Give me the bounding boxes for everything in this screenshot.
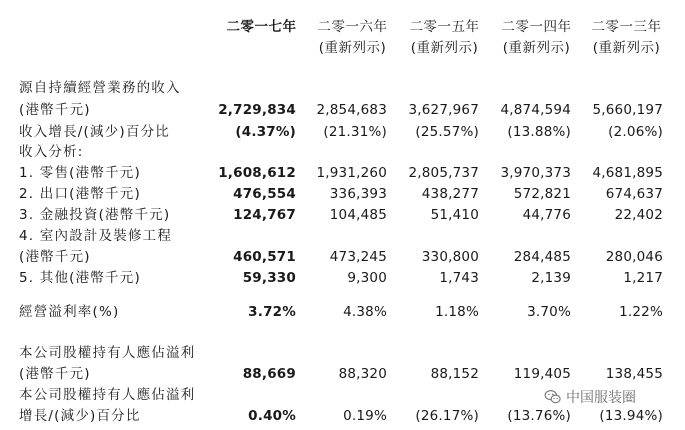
- cell-2013: 4,681,895: [592, 165, 663, 181]
- year-label: 二零一七年: [226, 19, 297, 35]
- cell-2016: 9,300: [347, 270, 387, 286]
- row-label: 1. 零售(港幣千元): [19, 165, 141, 181]
- row-label: 4. 室內設計及裝修工程: [19, 228, 173, 244]
- row-label: 5. 其他(港幣千元): [19, 270, 141, 286]
- cell-2016: (21.31%): [323, 124, 387, 140]
- table-row: [0, 406, 685, 427]
- restated-label: (重新列示): [318, 40, 387, 56]
- cell-2015: 1.18%: [435, 304, 479, 320]
- row-label: (港幣千元): [19, 366, 91, 382]
- year-label: 二零一五年: [409, 19, 480, 35]
- cell-2015: 3,627,967: [408, 102, 479, 118]
- cell-2014: 284,485: [513, 249, 571, 265]
- table-row: [0, 302, 685, 323]
- cell-2017: 59,330: [242, 270, 296, 286]
- cell-2017: 124,767: [233, 207, 296, 223]
- cell-2013: 22,402: [614, 207, 663, 223]
- column-header-2016: [304, 17, 401, 59]
- row-label: 收入分析:: [19, 144, 84, 160]
- cell-2017: 3.72%: [248, 304, 296, 320]
- column-header-2017: [213, 17, 310, 38]
- watermark-text: 中国服装圈: [566, 390, 636, 406]
- year-label: 二零一四年: [501, 19, 572, 35]
- table-row: [0, 142, 685, 163]
- cell-2013: 5,660,197: [592, 102, 663, 118]
- table-row: [0, 205, 685, 226]
- cell-2014: 2,139: [531, 270, 571, 286]
- cell-2016: 473,245: [329, 249, 387, 265]
- cell-2014: (13.88%): [507, 124, 571, 140]
- restated-label: (重新列示): [592, 40, 661, 56]
- row-label: 源自持續經營業務的收入: [19, 80, 181, 96]
- table-row: [0, 100, 685, 121]
- table-row: [0, 184, 685, 205]
- cell-2014: 572,821: [513, 186, 571, 202]
- row-label: 2. 出口(港幣千元): [19, 186, 141, 202]
- cell-2015: 51,410: [430, 207, 479, 223]
- table-row: [0, 122, 685, 143]
- cell-2015: 88,152: [430, 366, 479, 382]
- table-row: [0, 226, 685, 247]
- cell-2014: 3,970,373: [500, 165, 571, 181]
- cell-2014: 119,405: [513, 366, 571, 382]
- table-row: [0, 268, 685, 289]
- cell-2013: 674,637: [605, 186, 663, 202]
- year-label: 二零一三年: [591, 19, 662, 35]
- column-header-2014: [488, 17, 585, 59]
- column-header-2015: [396, 17, 493, 59]
- cell-2014: 4,874,594: [500, 102, 571, 118]
- row-label: 本公司股權持有人應佔溢利: [19, 387, 196, 403]
- row-label: 收入增長/(減少)百分比: [19, 124, 170, 140]
- cell-2017: 460,571: [233, 249, 296, 265]
- cell-2016: 4.38%: [343, 304, 387, 320]
- cell-2017: 88,669: [242, 366, 296, 382]
- cell-2016: 0.19%: [343, 408, 387, 424]
- table-row: [0, 343, 685, 364]
- row-label: (港幣千元): [19, 102, 91, 118]
- cell-2013: 138,455: [605, 366, 663, 382]
- cell-2015: 2,805,737: [408, 165, 479, 181]
- cell-2017: 0.40%: [248, 408, 296, 424]
- cell-2015: (26.17%): [415, 408, 479, 424]
- cell-2014: 3.70%: [527, 304, 571, 320]
- cell-2016: 1,931,260: [316, 165, 387, 181]
- cell-2017: 2,729,834: [218, 102, 296, 118]
- row-label: (港幣千元): [19, 249, 91, 265]
- cell-2017: 1,608,612: [218, 165, 296, 181]
- row-label: 3. 金融投資(港幣千元): [19, 207, 171, 223]
- cell-2013: (13.94%): [599, 408, 663, 424]
- column-header-2013: [578, 17, 675, 59]
- watermark: [544, 385, 636, 409]
- cell-2016: 104,485: [329, 207, 387, 223]
- wechat-icon: [544, 388, 562, 406]
- cell-2015: 330,800: [421, 249, 479, 265]
- cell-2017: (4.37%): [235, 124, 296, 140]
- table-row: [0, 78, 685, 99]
- table-row: [0, 364, 685, 385]
- restated-label: (重新列示): [410, 40, 479, 56]
- cell-2015: (25.57%): [415, 124, 479, 140]
- restated-label: (重新列示): [502, 40, 571, 56]
- table-row: [0, 163, 685, 184]
- cell-2013: 1.22%: [619, 304, 663, 320]
- cell-2016: 336,393: [329, 186, 387, 202]
- cell-2015: 438,277: [421, 186, 479, 202]
- cell-2017: 476,554: [233, 186, 296, 202]
- cell-2016: 88,320: [338, 366, 387, 382]
- cell-2013: 280,046: [605, 249, 663, 265]
- year-label: 二零一六年: [317, 19, 388, 35]
- cell-2014: (13.76%): [507, 408, 571, 424]
- cell-2014: 44,776: [522, 207, 571, 223]
- row-label: 經營溢利率(%): [19, 304, 120, 320]
- cell-2013: (2.06%): [608, 124, 663, 140]
- cell-2015: 1,743: [439, 270, 479, 286]
- cell-2016: 2,854,683: [316, 102, 387, 118]
- cell-2013: 1,217: [623, 270, 663, 286]
- table-row: [0, 247, 685, 268]
- row-label: 本公司股權持有人應佔溢利: [19, 345, 196, 361]
- row-label: 增長/(減少)百分比: [19, 408, 141, 424]
